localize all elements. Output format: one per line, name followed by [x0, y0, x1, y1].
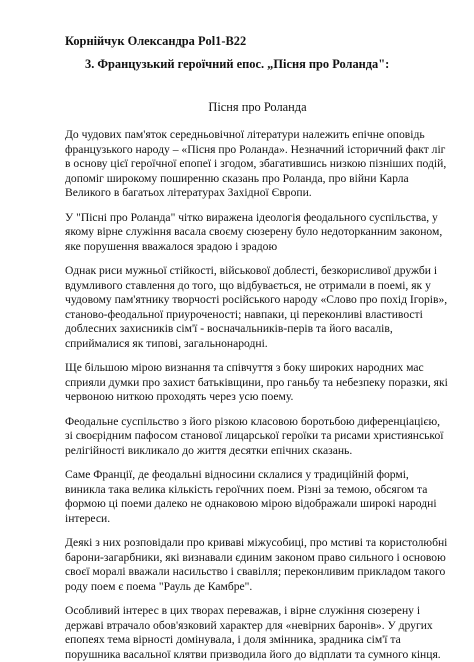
paragraph-4: Ще більшою мірою визнання та співчуття з боку широких народних мас сприяли думки про захист батьківщини, про ганьбу та небезпеку поразки, які червоною ниткою проходять через усю поему.	[65, 361, 448, 403]
paragraph-1: До чудових пам'яток середньовічної літератури належить епічне оповідь французького народу – «Пісня про Роланда». Незначний історичний факт ліг в основу цієї героїчної епопеї і згодом, збагатившись низкою пізніших подій, допоміг широкому поширенню сказань про Роланда, про війни Карла Великого в багатьох літературах Західної Європи.	[65, 128, 447, 199]
paragraph-3: Однак риси мужньої стійкості, військової доблесті, безкорисливої дружби і вдумливого ставлення до того, що відбувається, не отримали в поемі, як у чудовому пам'ятнику творчості російського народу «Слово про похід Ігорів», становo-феодальної приуроченості; навпаки, ці переконливі властивості доблесних захисників сім'ї - восначальників-перів та його васалів, сприймалися як типові, загальнонародні.	[65, 264, 448, 350]
paragraph-7: Деякі з них розповідали про криваві міжусобиці, про мстиві та користолюбні барони-загарбники, які визнавали єдиним законом право сильного і основою своєї моралі вважали насильство і свавілля; переконливим прикладом такого роду поем є поема "Рауль де Камбре".	[65, 536, 448, 593]
document-title: Пісня про Роланда	[208, 100, 307, 114]
paragraph-2: У "Пісні про Роланда" чітко виражена ідеологія феодального суспільства, у якому вірне служіння васала своєму сюзерену було недоторканним законом, яке порушення вважалося зрадою і зрадою	[65, 210, 443, 253]
paragraph-6: Саме Франції, де феодальні відносини склалися у традиційній формі, виникла така велика кількість героїчних поем. Різні за темою, обсягом та формою ці поеми далеко не однаковою мірою відображали широкі народні інтереси.	[65, 468, 437, 525]
section-heading: 3. Французький героїчний епос. „Пісня про Роланда":	[85, 57, 390, 71]
paragraph-8: Особливий інтерес в цих творах переважав, і вірне служіння сюзерену і державі втрачало обов'язковий характер для «невірних баронів». У других епопеях тема вірності домінувала, і доля змінника, зрадника сім'ї та порушника васальної клятви призводила його до відплати та сумного кінця.	[65, 604, 441, 661]
author-line: Корнійчук Олександра Pol1-B22	[65, 34, 247, 48]
paragraph-5: Феодальне суспільство з його різкою класовою боротьбою диференціацією, зі своєрідним пафосом станової лицарської героїки та рисами християнської релігійності викликало до життя десятки епічних сказань.	[65, 414, 444, 457]
